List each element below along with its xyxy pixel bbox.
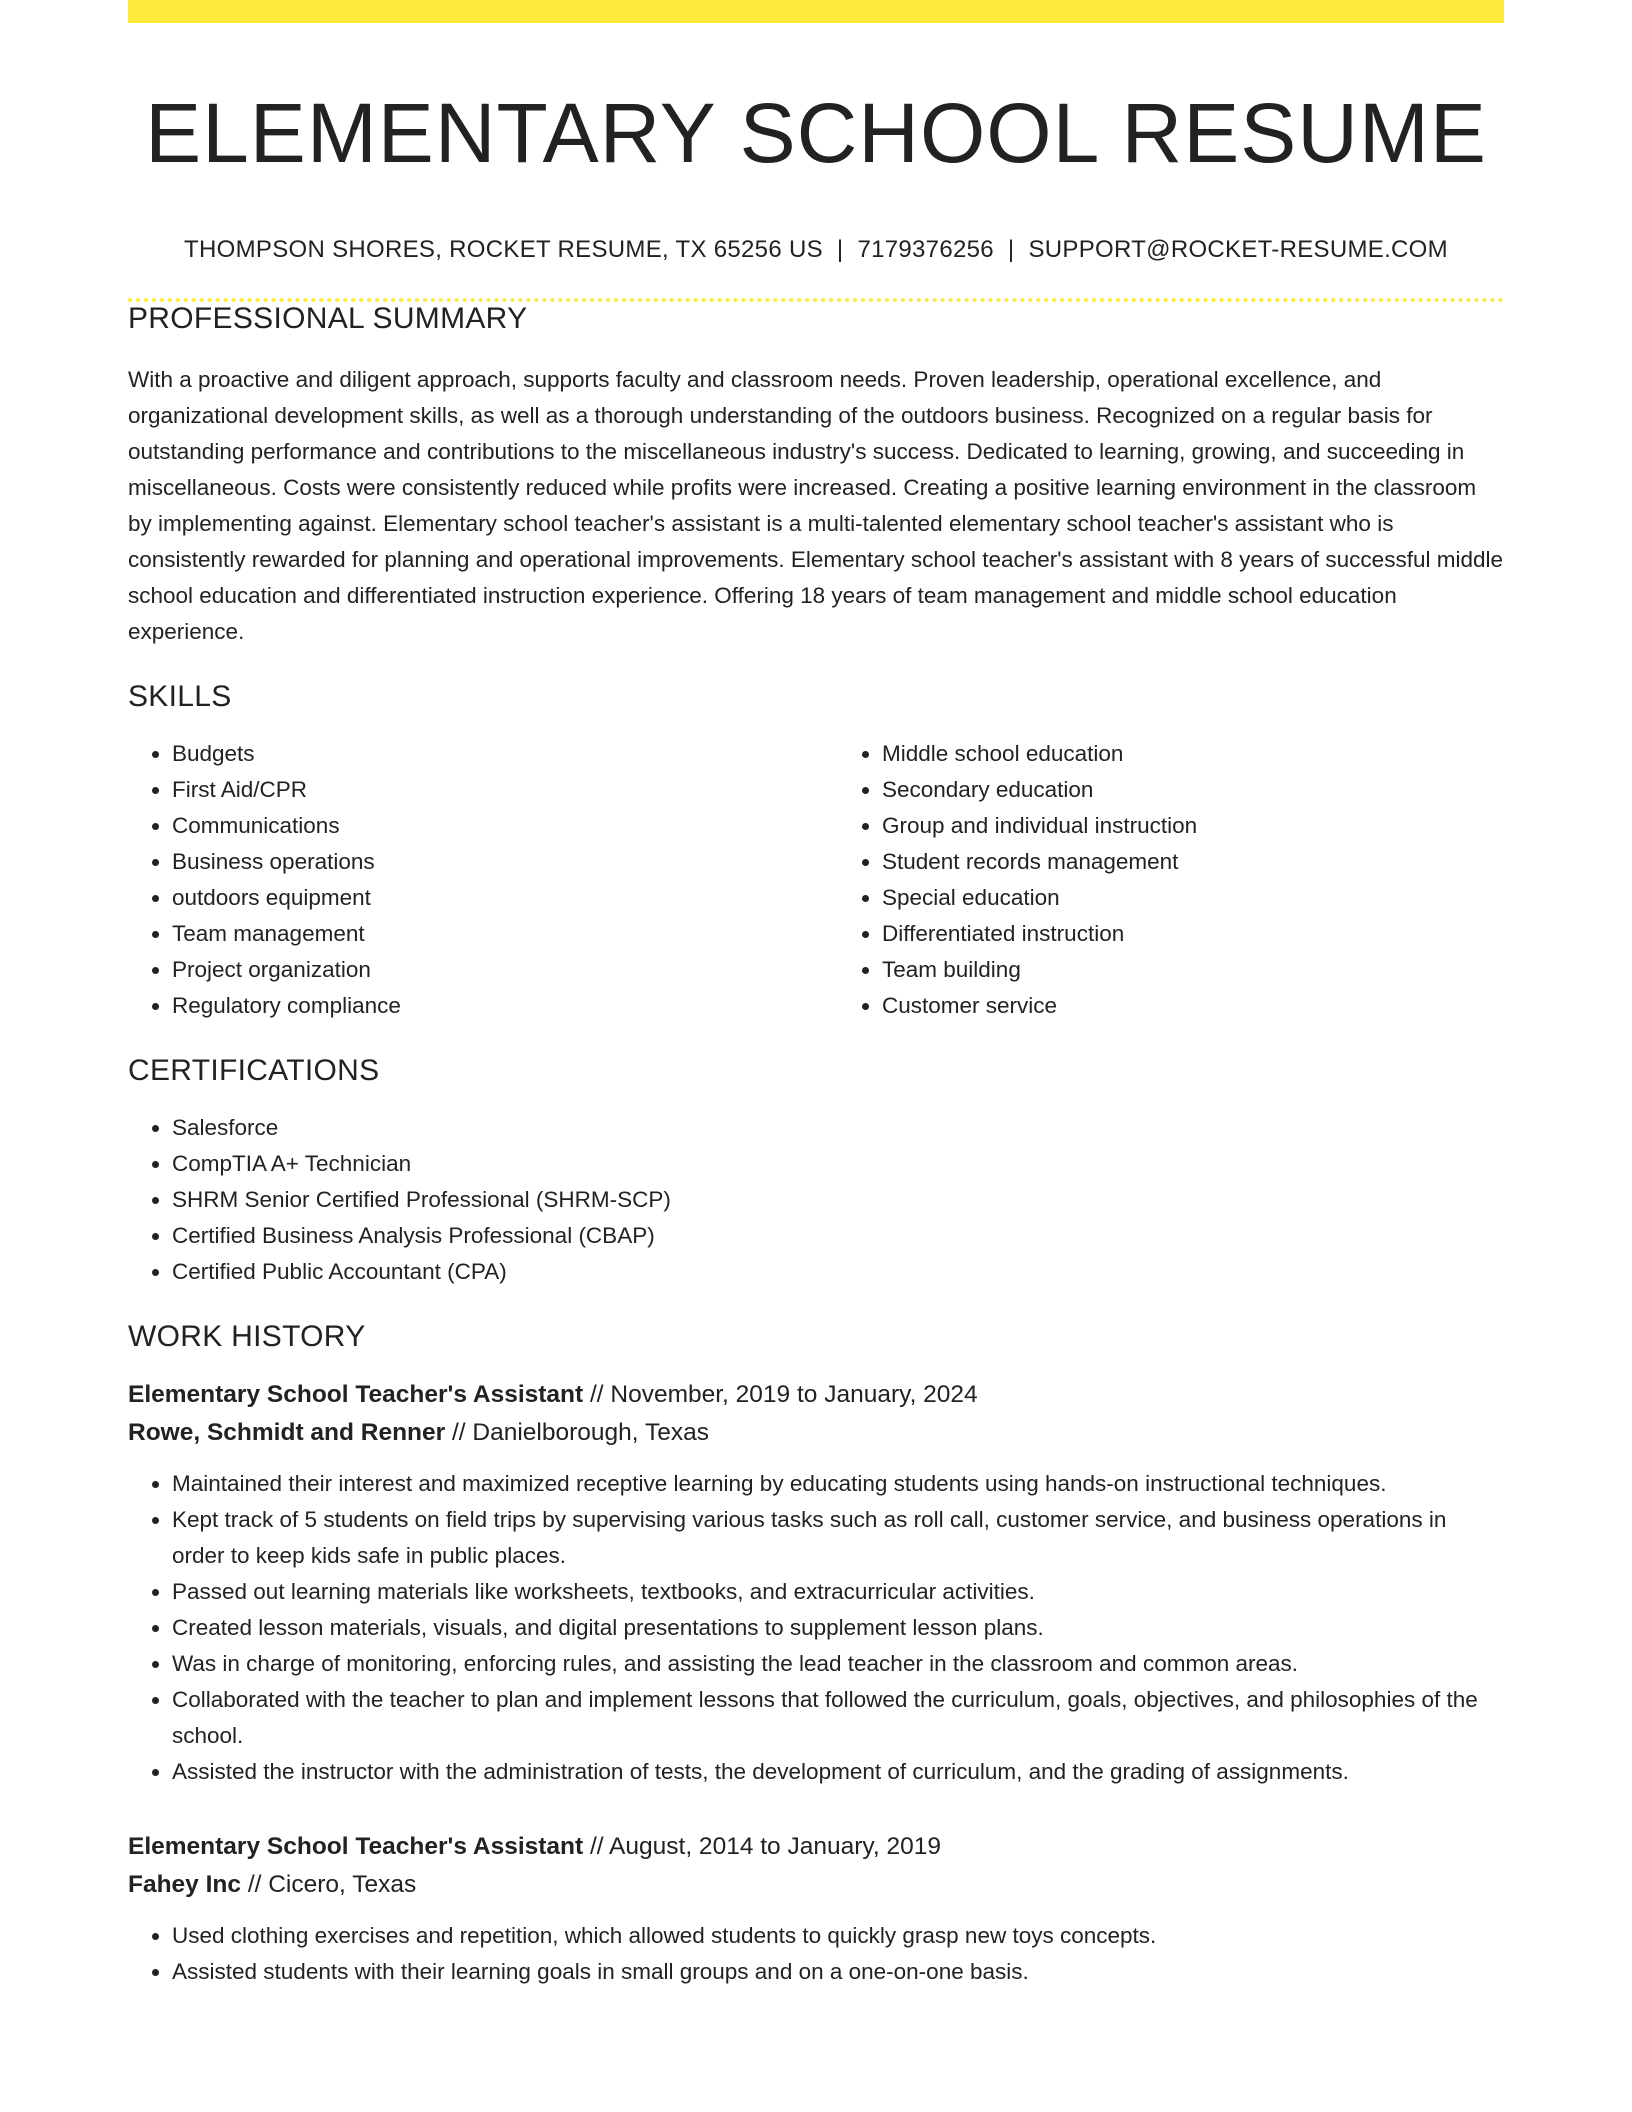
skill-item: • Business operations <box>172 844 816 880</box>
skill-item: • Special education <box>882 880 1504 916</box>
resume-page <box>128 0 1504 1990</box>
job-dates: // November, 2019 to January, 2024 <box>583 1380 978 1408</box>
summary-text: With a proactive and diligent approach, supports faculty and classroom needs. Proven leadership, operational excellence, and organizational development skills, as well as a thorough understanding of the outdoors business. Recognized on a regular basis for outstanding performance and contributions to the miscellaneous industry's success. Dedicated to learning, growing, and succeeding in miscellaneous. Costs were consistently reduced while profits were increased. Creating a positive learning environment in the classroom by implementing against. Elementary school teacher's assistant is a multi-talented elementary school teacher's assistant who is consistently rewarded for planning and operational improvements. Elementary school teacher's assistant with 8 years of successful middle school education and differentiated instruction experience. Offering 18 years of team management and middle school education experience. <box>128 366 1503 644</box>
skill-item: • Communications <box>172 808 816 844</box>
job-entry <box>128 1376 1504 1790</box>
skill-item: • Student records management <box>882 844 1504 880</box>
job-duty-item: • Created lesson materials, visuals, and digital presentations to supplement lesson plans. <box>172 1610 1504 1646</box>
skill-item: • Differentiated instruction <box>882 916 1504 952</box>
skills-grid <box>128 714 1504 1024</box>
certification-item: • SHRM Senior Certified Professional (SHRM-SCP) <box>172 1182 1504 1218</box>
job-location: // Danielborough, Texas <box>445 1418 709 1446</box>
contact-email: SUPPORT@ROCKET-RESUME.COM <box>1028 235 1448 263</box>
skill-item: • Secondary education <box>882 772 1504 808</box>
skill-item: • outdoors equipment <box>172 880 816 916</box>
job-location: // Cicero, Texas <box>241 1870 417 1898</box>
certification-item: • Salesforce <box>172 1110 1504 1146</box>
job-dates: // August, 2014 to January, 2019 <box>583 1832 941 1860</box>
contact-phone: 7179376256 <box>857 235 994 263</box>
contact-separator: | <box>836 235 844 263</box>
job-duty-item: • Maintained their interest and maximized receptive learning by educating students using hands-on instructional techniques. <box>172 1466 1504 1502</box>
certification-item: • Certified Public Accountant (CPA) <box>172 1254 1504 1290</box>
contact-line <box>128 236 1504 264</box>
job-duties-list <box>128 1918 1504 1990</box>
job-duty-item: • Assisted students with their learning goals in small groups and on a one-on-one basis. <box>172 1954 1504 1990</box>
resume-title: ELEMENTARY SCHOOL RESUME <box>145 86 1487 180</box>
skill-item: • Project organization <box>172 952 816 988</box>
certification-item: • CompTIA A+ Technician <box>172 1146 1504 1182</box>
skill-item: • Customer service <box>882 988 1504 1024</box>
certification-item: • Certified Business Analysis Professional (CBAP) <box>172 1218 1504 1254</box>
job-duty-item: • Was in charge of monitoring, enforcing rules, and assisting the lead teacher in the classroom and common areas. <box>172 1646 1504 1682</box>
skill-item: • Team management <box>172 916 816 952</box>
certifications-section <box>128 1054 1504 1290</box>
job-title: Elementary School Teacher's Assistant <box>128 1832 584 1860</box>
skills-list-right <box>816 736 1504 1024</box>
job-duty-item: • Used clothing exercises and repetition, which allowed students to quickly grasp new toys concepts. <box>172 1918 1504 1954</box>
contact-address: THOMPSON SHORES, ROCKET RESUME, TX 65256 US <box>184 235 823 263</box>
skill-item: • Regulatory compliance <box>172 988 816 1024</box>
work-history-heading: WORK HISTORY <box>128 1319 366 1353</box>
skill-item: • Group and individual instruction <box>882 808 1504 844</box>
skill-item: • Team building <box>882 952 1504 988</box>
job-title-line <box>128 1828 1504 1866</box>
work-history-section <box>128 1320 1504 1990</box>
skills-heading: SKILLS <box>128 679 232 713</box>
job-company: Rowe, Schmidt and Renner <box>128 1418 446 1446</box>
job-company-line <box>128 1414 1504 1452</box>
skills-section <box>128 680 1504 1024</box>
job-duties-list <box>128 1466 1504 1790</box>
job-duty-item: • Kept track of 5 students on field trips by supervising various tasks such as roll call, customer service, and business operations in order to keep kids safe in public places. <box>172 1502 1504 1574</box>
job-company-line <box>128 1866 1504 1904</box>
skill-item: • Middle school education <box>882 736 1504 772</box>
job-duty-item: • Assisted the instructor with the administration of tests, the development of curriculum, and the grading of assignments. <box>172 1754 1504 1790</box>
certifications-heading: CERTIFICATIONS <box>128 1053 380 1087</box>
skill-item: • First Aid/CPR <box>172 772 816 808</box>
job-entry <box>128 1828 1504 1990</box>
job-title: Elementary School Teacher's Assistant <box>128 1380 584 1408</box>
contact-separator: | <box>1007 235 1015 263</box>
accent-bar <box>128 0 1504 23</box>
certifications-list <box>128 1110 1504 1290</box>
skill-item: • Budgets <box>172 736 816 772</box>
skills-list-left <box>128 736 816 1024</box>
job-duty-item: • Passed out learning materials like worksheets, textbooks, and extracurricular activities. <box>172 1574 1504 1610</box>
job-title-line <box>128 1376 1504 1414</box>
job-company: Fahey Inc <box>128 1870 242 1898</box>
job-duty-item: • Collaborated with the teacher to plan and implement lessons that followed the curriculum, goals, objectives, and philosophies of the school. <box>172 1682 1504 1754</box>
summary-heading: PROFESSIONAL SUMMARY <box>128 301 528 335</box>
